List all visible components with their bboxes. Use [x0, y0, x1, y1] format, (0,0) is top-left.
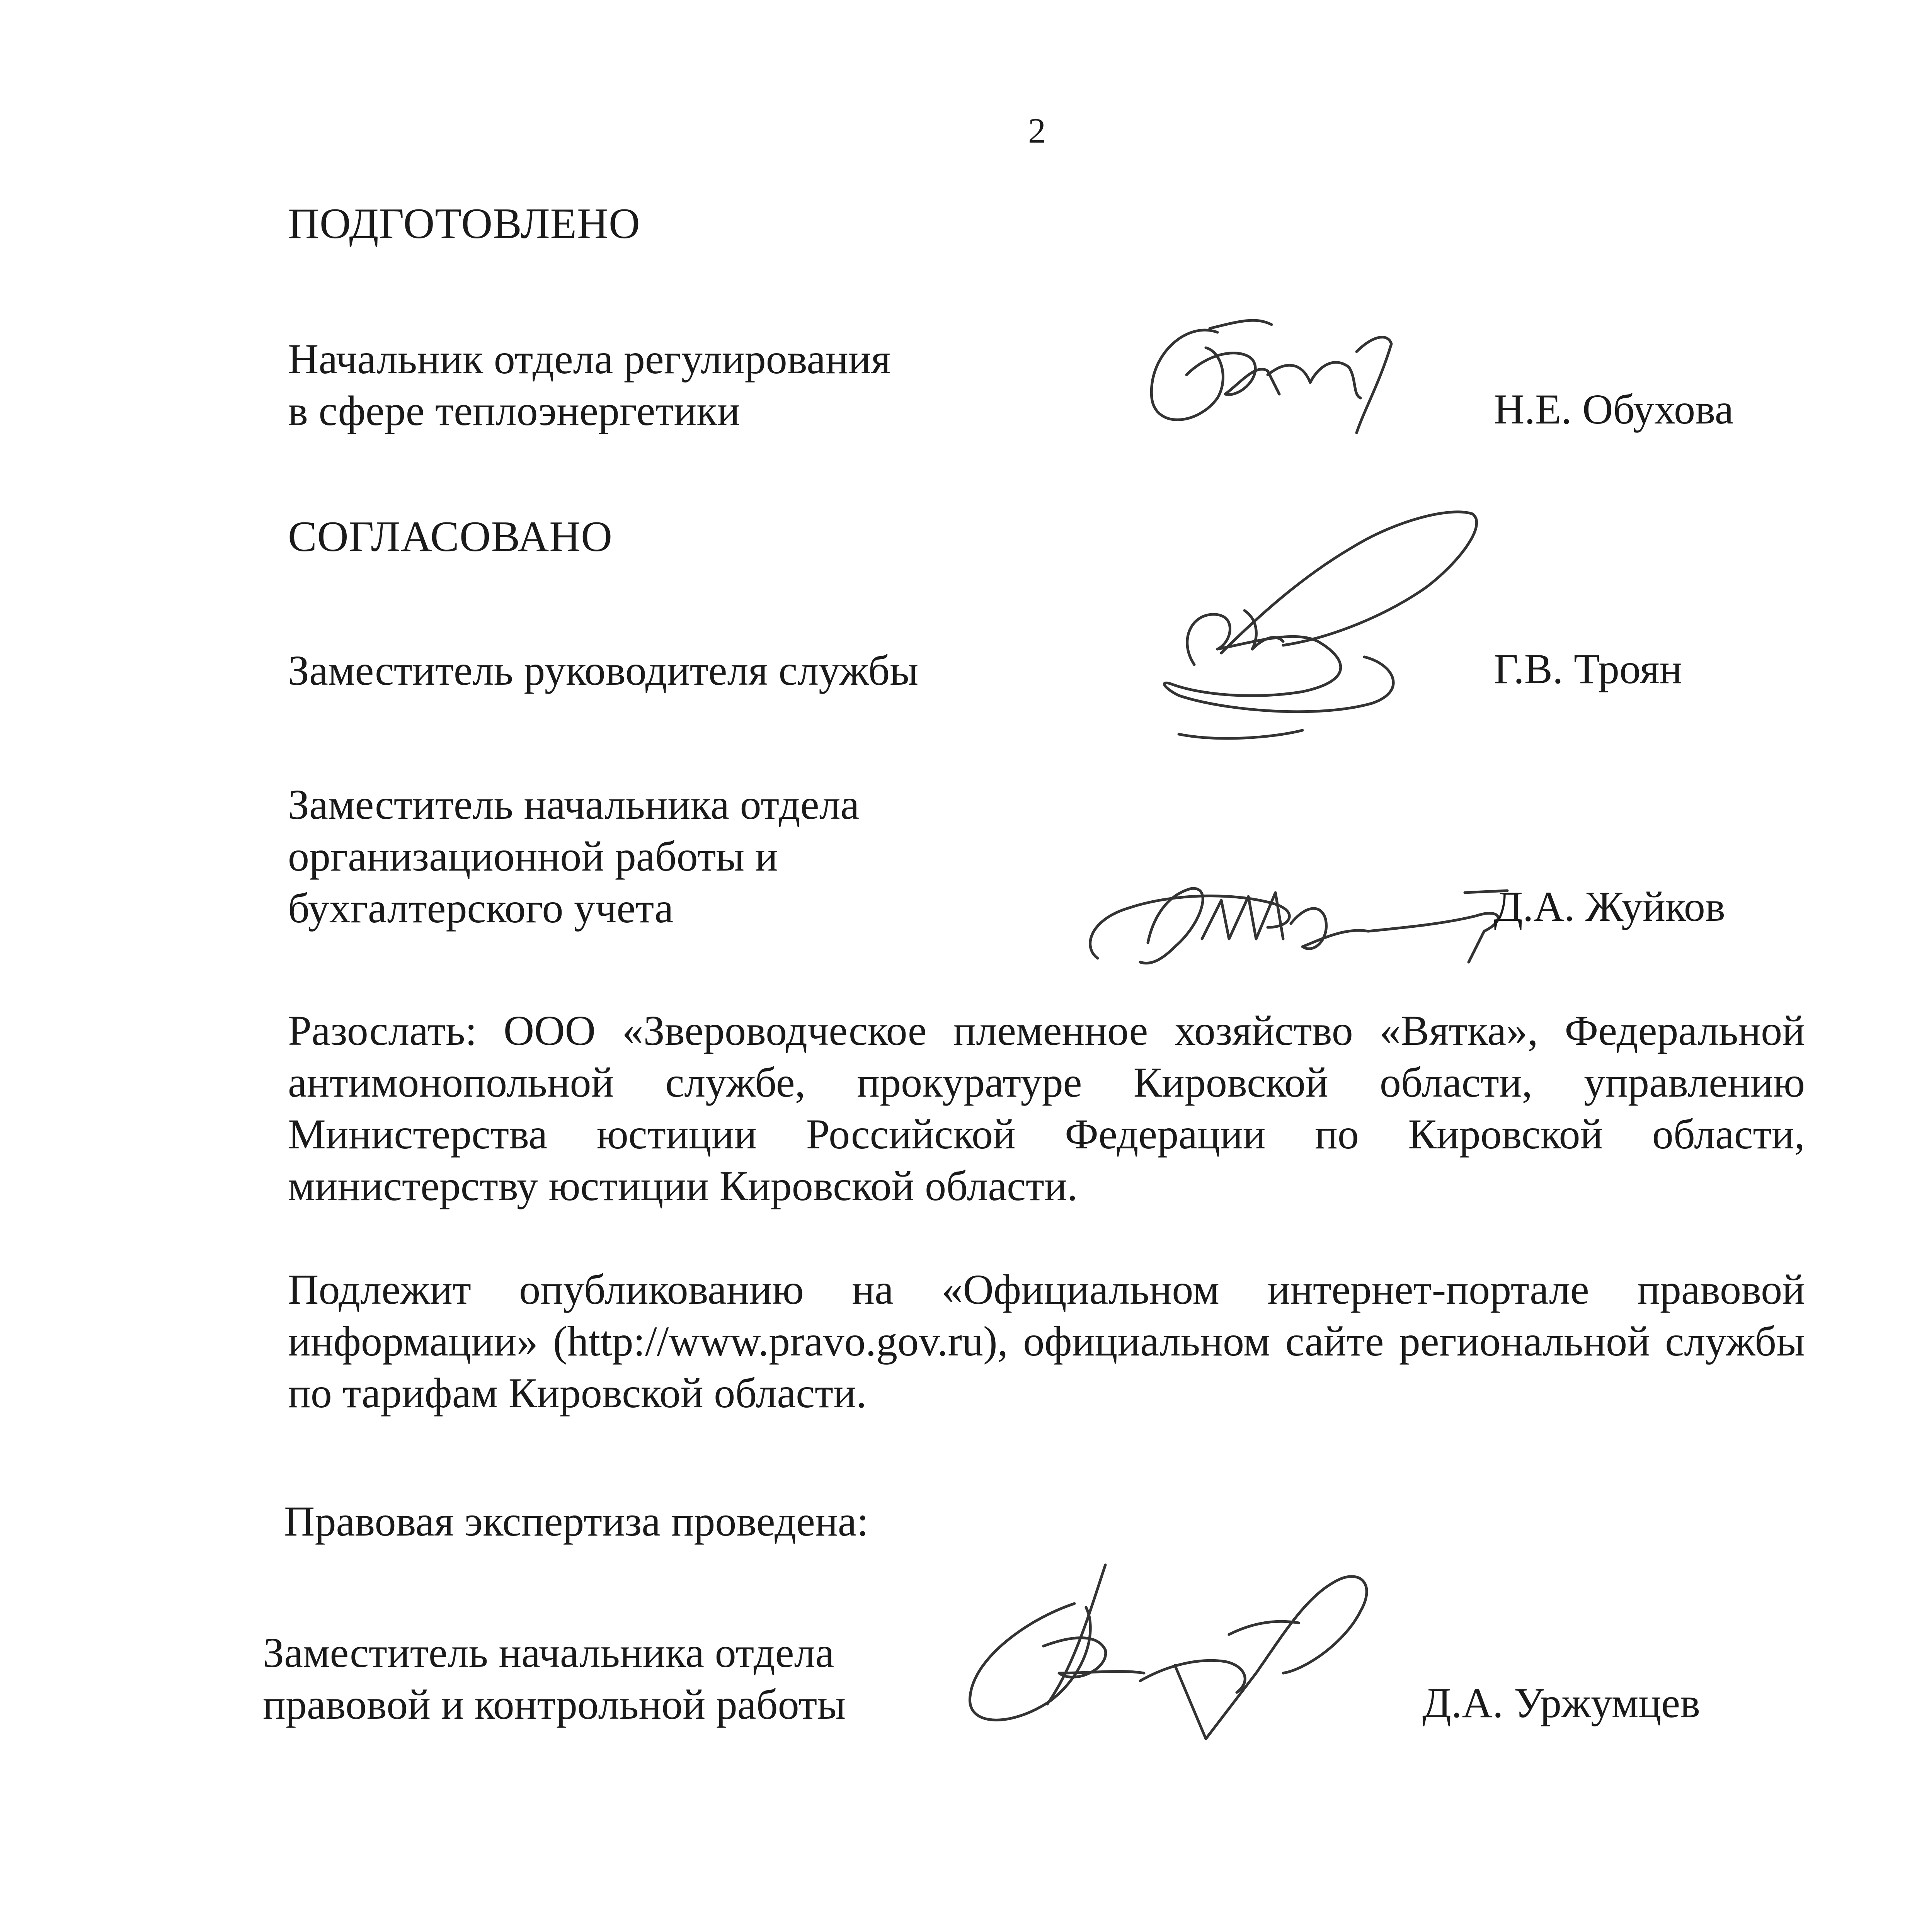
prepared-position-line-2: в сфере теплоэнергетики — [288, 387, 740, 434]
prepared-heading: ПОДГОТОВЛЕНО — [288, 200, 640, 248]
legal-review-signer-name: Д.А. Уржумцев — [1422, 1679, 1700, 1726]
agreed-signer-1-position-line-1: Заместитель руководителя службы — [288, 647, 919, 694]
signature-zhuikov — [1074, 862, 1515, 981]
signature-troyan — [1156, 502, 1484, 753]
agreed-signer-2-position-line-1: Заместитель начальника отдела — [288, 781, 860, 828]
legal-review-position-line-2: правовой и контрольной работы — [263, 1681, 846, 1728]
agreed-heading: СОГЛАСОВАНО — [288, 513, 613, 561]
agreed-signer-1-name: Г.В. Троян — [1494, 645, 1682, 692]
prepared-position-line-1: Начальник отдела регулирования — [288, 335, 891, 383]
signature-urzhumtsev — [958, 1557, 1384, 1758]
agreed-signer-2-name: Д.А. Жуйков — [1494, 883, 1725, 930]
publication-paragraph: Подлежит опубликованию на «Официальном интернет-портале правовой информации» (http://www.pravo.gov.ru), официальном сайте региональной службы по тарифам Кировской области. — [288, 1266, 1805, 1417]
distribution-paragraph: Разослать: ООО «Звероводческое племенное хозяйство «Вятка», Федеральной антимонопольной службе, прокуратуре Кировской области, управлению Министерства юстиции Российской Федерации по Кировской области, министерству юстиции Кировской области. — [288, 1007, 1805, 1209]
signature-obukhova — [1140, 305, 1411, 444]
agreed-signer-2-position-line-3: бухгалтерского учета — [288, 884, 674, 932]
agreed-signer-2-position-line-2: организационной работы и — [288, 833, 778, 880]
legal-review-heading: Правовая экспертиза проведена: — [284, 1498, 869, 1545]
legal-review-position-line-1: Заместитель начальника отдела — [263, 1629, 834, 1676]
page-number: 2 — [1028, 111, 1046, 150]
prepared-signer-name: Н.Е. Обухова — [1494, 386, 1734, 433]
